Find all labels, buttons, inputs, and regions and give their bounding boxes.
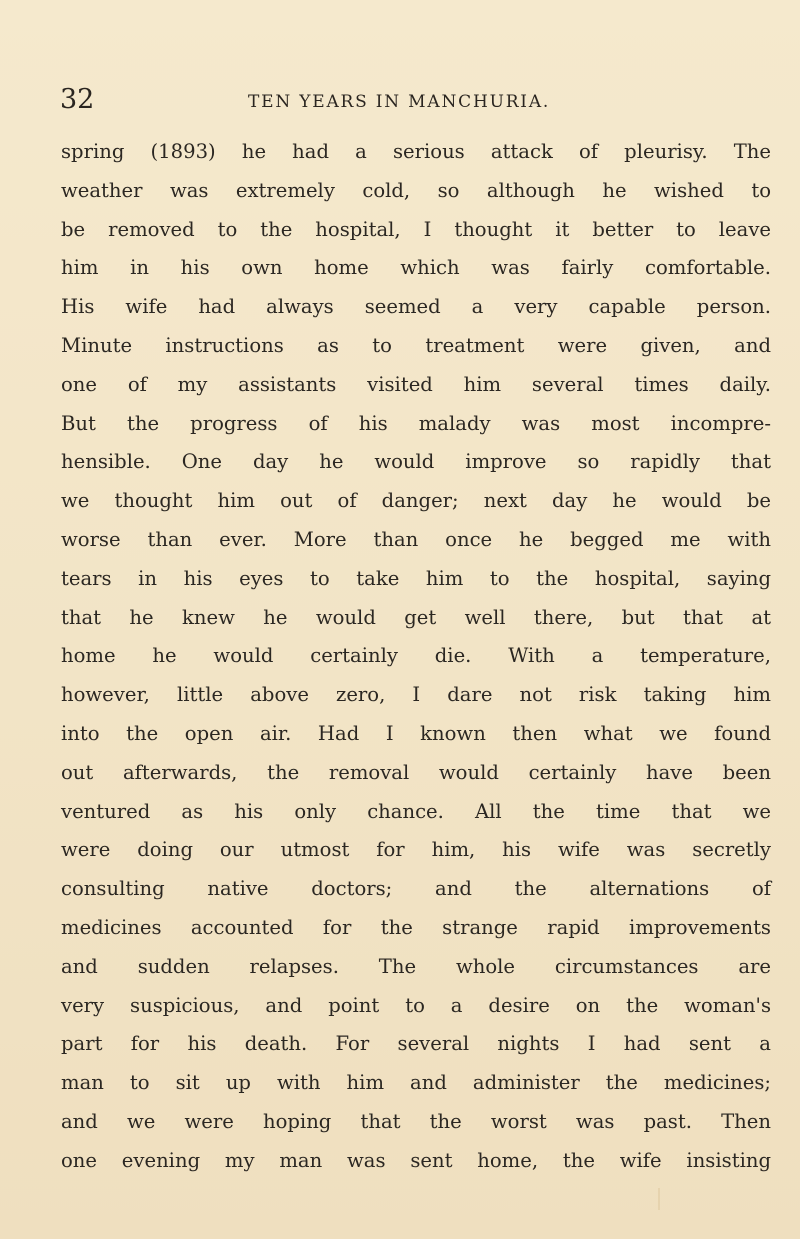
text-line: and sudden relapses. The whole circumstances are [61, 954, 771, 978]
text-line: him in his own home which was fairly comfortable. [61, 256, 771, 280]
running-head: TEN YEARS IN MANCHURIA. [248, 92, 551, 112]
text-line: that he knew he would get well there, but that at [61, 605, 771, 629]
text-line: spring (1893) he had a serious attack of pleurisy. The [61, 140, 771, 163]
body-text [61, 133, 771, 1181]
text-line: tears in his eyes to take him to the hospital, saying [61, 566, 771, 590]
text-line: out afterwards, the removal would certainly have been [61, 760, 771, 784]
text-line: however, little above zero, I dare not risk taking him [61, 683, 771, 707]
text-line: very suspicious, and point to a desire on the woman's [61, 993, 771, 1017]
paper-blemish [658, 1188, 660, 1210]
text-line: one of my assistants visited him several times daily. [61, 372, 771, 396]
text-line: consulting native doctors; and the alternations of [61, 877, 771, 901]
text-line: medicines accounted for the strange rapid improvements [61, 915, 771, 939]
text-line: His wife had always seemed a very capable person. [61, 295, 771, 319]
text-line: weather was extremely cold, so although he wished to [61, 178, 771, 202]
text-line: ventured as his only chance. All the time that we [61, 799, 771, 823]
text-line: we thought him out of danger; next day he would be [61, 489, 771, 513]
text-line: into the open air. Had I known then what we found [61, 721, 771, 745]
text-line: man to sit up with him and administer the medicines; [61, 1071, 771, 1095]
text-line: and we were hoping that the worst was past. Then [61, 1109, 771, 1133]
text-line: hensible. One day he would improve so rapidly that [61, 450, 771, 474]
text-line: But the progress of his malady was most incompre- [61, 411, 771, 435]
text-line: Minute instructions as to treatment were given, and [61, 333, 771, 357]
text-line: home he would certainly die. With a temperature, [61, 644, 771, 668]
text-line: part for his death. For several nights I had sent a [61, 1032, 771, 1056]
text-line: worse than ever. More than once he begged me with [61, 527, 771, 551]
page-header [60, 84, 760, 116]
text-line: were doing our utmost for him, his wife was secretly [61, 838, 771, 862]
text-line: be removed to the hospital, I thought it better to leave [61, 217, 771, 241]
text-line: one evening my man was sent home, the wife insisting [61, 1148, 771, 1172]
page-number: 32 [60, 84, 95, 115]
